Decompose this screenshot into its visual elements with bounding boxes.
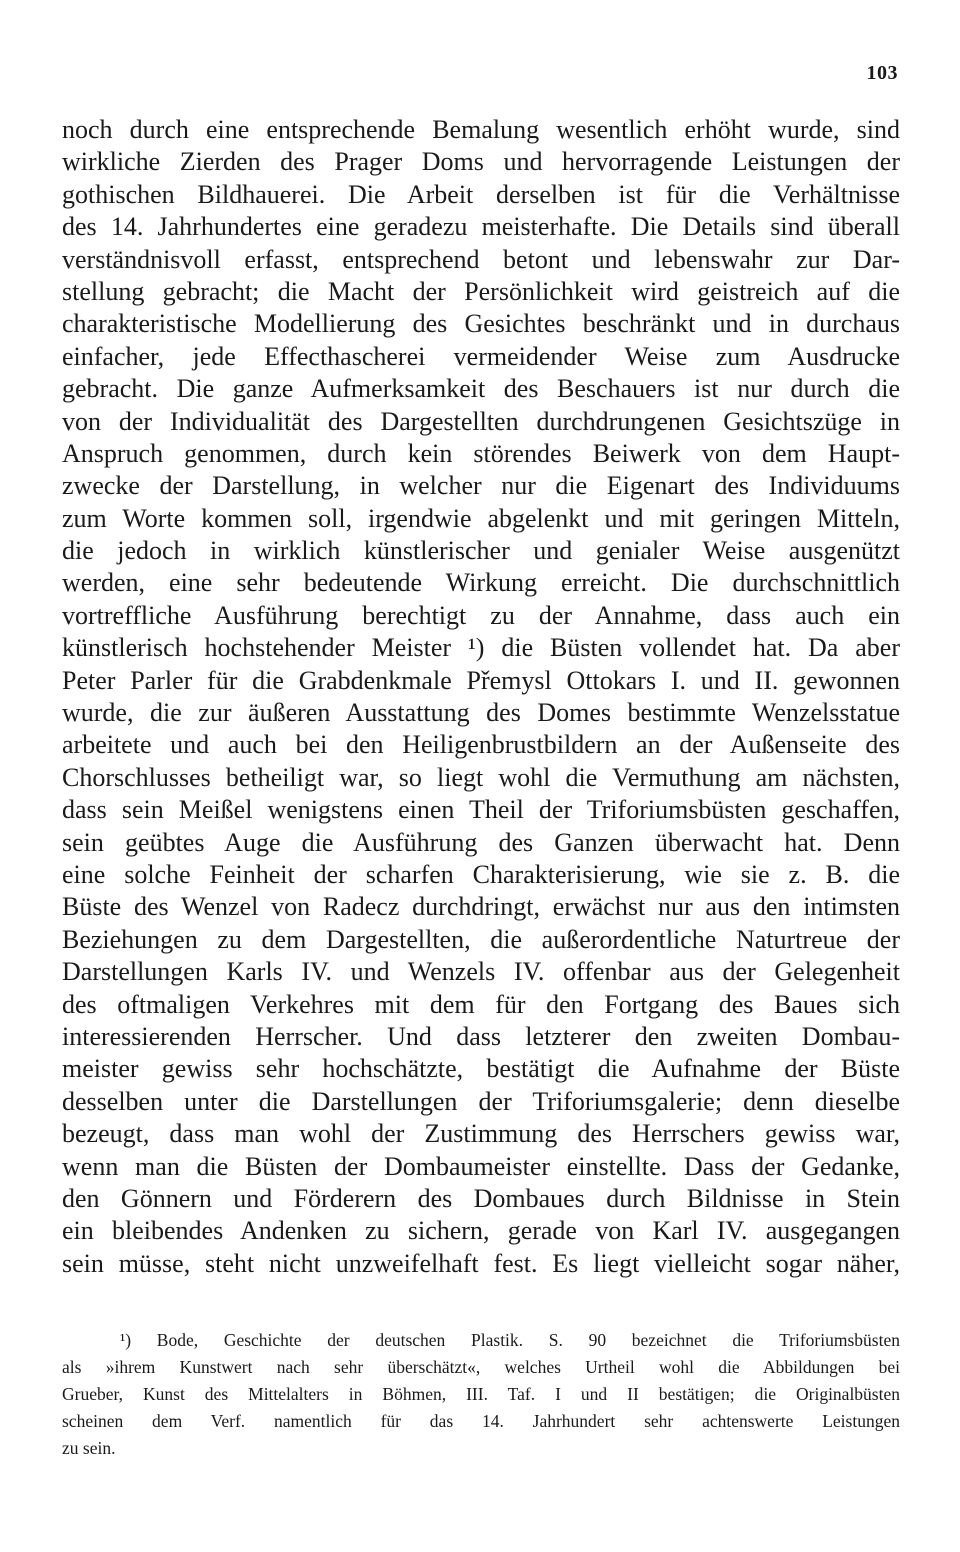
body-line: zum Worte kommen soll, irgendwie abgelenkt und mit geringen Mitteln, (62, 503, 900, 533)
body-line: Chorschlusses betheiligt war, so liegt wohl die Vermuthung am nächsten, (62, 762, 900, 792)
body-line: werden, eine sehr bedeutende Wirkung erreicht. Die durchschnittlich (62, 568, 900, 598)
body-line: verständnisvoll erfasst, entsprechend betont und lebenswahr zur Dar- (62, 244, 900, 274)
body-line: meister gewiss sehr hochschätzte, bestätigt die Aufnahme der Büste (62, 1054, 900, 1084)
body-line: den Gönnern und Förderern des Dombaues durch Bildnisse in Stein (62, 1183, 900, 1213)
body-line: vortreffliche Ausführung berechtigt zu der Annahme, dass auch ein (62, 600, 900, 630)
body-line: von der Individualität des Dargestellten durchdrungenen Gesichtszüge in (62, 406, 900, 436)
body-line: des oftmaligen Verkehres mit dem für den Fortgang des Baues sich (62, 989, 900, 1019)
body-line: gebracht. Die ganze Aufmerksamkeit des Beschauers ist nur durch die (62, 374, 900, 404)
body-line: Peter Parler für die Grabdenkmale Přemysl Ottokars I. und II. gewonnen (62, 665, 900, 695)
body-text (62, 114, 900, 1280)
body-line: ein bleibendes Andenken zu sichern, gerade von Karl IV. ausgegangen (62, 1216, 900, 1246)
body-line: dass sein Meißel wenigstens einen Theil der Triforiumsbüsten geschaffen, (62, 795, 900, 825)
body-line: desselben unter die Darstellungen der Triforiumsgalerie; denn dieselbe (62, 1086, 900, 1116)
footnotes (62, 1327, 900, 1462)
body-line: sein geübtes Auge die Ausführung des Ganzen überwacht hat. Denn (62, 827, 900, 857)
body-line: noch durch eine entsprechende Bemalung wesentlich erhöht wurde, sind (62, 115, 900, 144)
footnote-line: zu sein. (62, 1438, 116, 1458)
body-line: arbeitete und auch bei den Heiligenbrustbildern an der Außenseite des (62, 730, 900, 760)
footnote-line: ¹) Bode, Geschichte der deutschen Plastik. S. 90 bezeichnet die Triforiumsbüsten (120, 1330, 900, 1350)
body-line: wirkliche Zierden des Prager Doms und hervorragende Leistungen der (62, 147, 900, 177)
body-line: bezeugt, dass man wohl der Zustimmung des Herrschers gewiss war, (62, 1119, 900, 1149)
body-line: stellung gebracht; die Macht der Persönlichkeit wird geistreich auf die (62, 276, 900, 306)
body-line: Beziehungen zu dem Dargestellten, die außerordentliche Naturtreue der (62, 924, 900, 954)
body-line: künstlerisch hochstehender Meister ¹) die Büsten vollendet hat. Da aber (62, 633, 900, 663)
body-line: Darstellungen Karls IV. und Wenzels IV. offenbar aus der Gelegenheit (62, 957, 900, 987)
body-line: die jedoch in wirklich künstlerischer und genialer Weise ausgenützt (62, 536, 900, 566)
body-line: eine solche Feinheit der scharfen Charakterisierung, wie sie z. B. die (62, 859, 900, 889)
body-line: zwecke der Darstellung, in welcher nur die Eigenart des Individuums (62, 471, 900, 501)
body-line: sein müsse, steht nicht unzweifelhaft fest. Es liegt vielleicht sogar näher, (62, 1248, 900, 1278)
body-line: Büste des Wenzel von Radecz durchdringt, erwächst nur aus den intimsten (62, 892, 900, 922)
page-number: 103 (866, 62, 898, 84)
body-line: Anspruch genommen, durch kein störendes Beiwerk von dem Haupt- (62, 438, 900, 468)
body-line: charakteristische Modellierung des Gesichtes beschränkt und in durchaus (62, 309, 900, 339)
body-line: wurde, die zur äußeren Ausstattung des Domes bestimmte Wenzelsstatue (62, 698, 900, 728)
footnote-line: scheinen dem Verf. namentlich für das 14. Jahrhundert sehr achtenswerte Leistungen (62, 1411, 900, 1431)
body-line: des 14. Jahrhundertes eine geradezu meisterhafte. Die Details sind überall (62, 212, 900, 242)
body-line: einfacher, jede Effecthascherei vermeidender Weise zum Ausdrucke (62, 341, 900, 371)
body-line: wenn man die Büsten der Dombaumeister einstellte. Dass der Gedanke, (62, 1151, 900, 1181)
footnote-line: als »ihrem Kunstwert nach sehr überschätzt«, welches Urtheil wohl die Abbildungen bei (62, 1357, 900, 1377)
footnote-line: Grueber, Kunst des Mittelalters in Böhmen, III. Taf. I und II bestätigen; die Originalbüsten (62, 1384, 900, 1404)
body-line: gothischen Bildhauerei. Die Arbeit derselben ist für die Verhältnisse (62, 179, 900, 209)
body-line: interessierenden Herrscher. Und dass letzterer den zweiten Dombau- (62, 1021, 900, 1051)
